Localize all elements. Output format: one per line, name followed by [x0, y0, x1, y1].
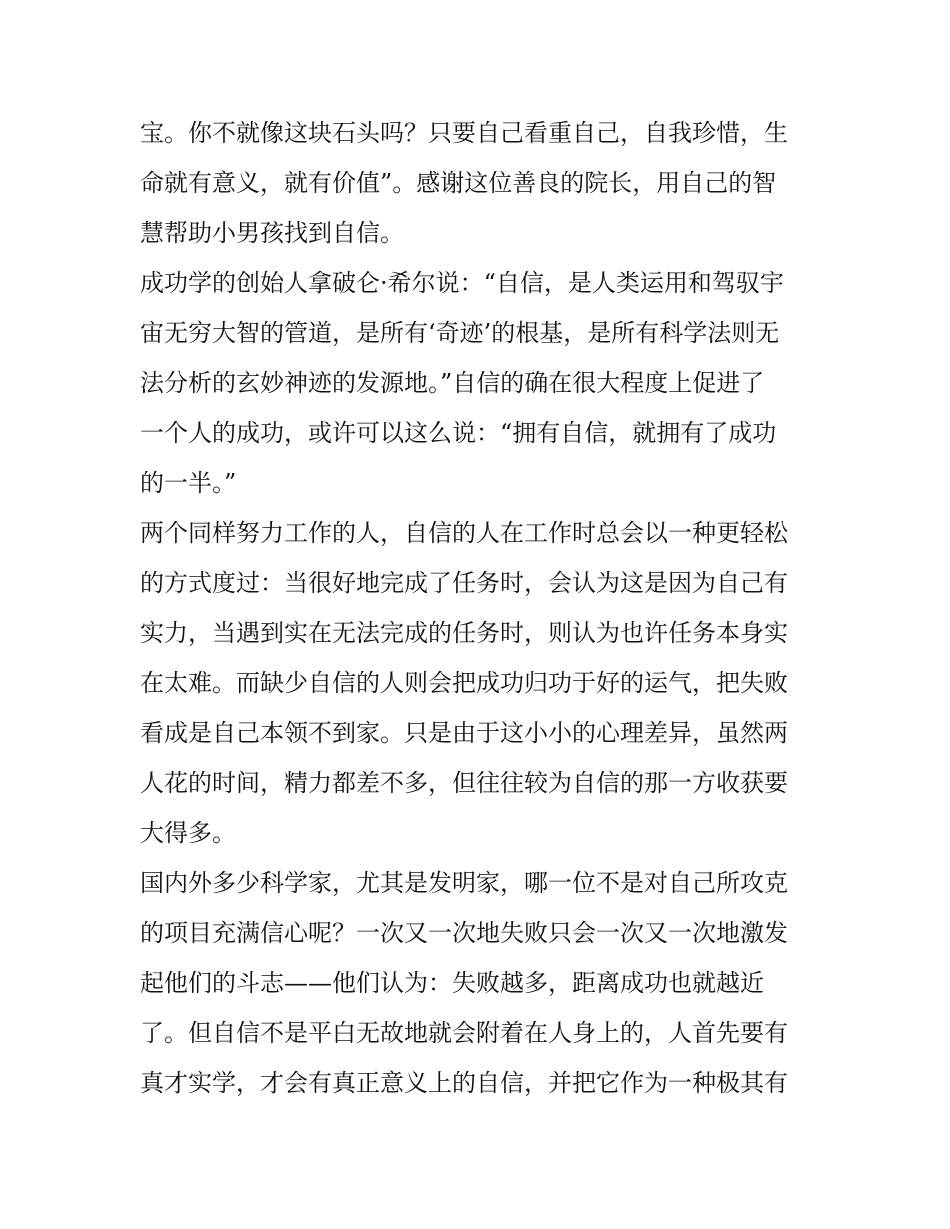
body-text [140, 108, 820, 1108]
text-line: 命就有意义，就有价值”。感谢这位善良的院长，用自己的智 [140, 169, 777, 197]
text-line: 宝。你不就像这块石头吗？只要自己看重自己，自我珍惜，生 [140, 119, 788, 147]
text-line: 慧帮助小男孩找到自信。 [140, 219, 404, 247]
text-line: 的一半。” [140, 469, 237, 497]
text-line: 真才实学，才会有真正意义上的自信，并把它作为一种极其有 [140, 1069, 788, 1097]
text-line: 起他们的斗志——他们认为：失败越多，距离成功也就越近 [140, 969, 764, 997]
text-line: 实力，当遇到实在无法完成的任务时，则认为也许任务本身实 [140, 619, 788, 647]
text-line: 的方式度过：当很好地完成了任务时，会认为这是因为自己有 [140, 569, 788, 597]
text-line: 法分析的玄妙神迹的发源地。”自信的确在很大程度上促进了 [140, 369, 765, 397]
text-line: 看成是自己本领不到家。只是由于这小小的心理差异，虽然两 [140, 719, 788, 747]
text-line: 国内外多少科学家，尤其是发明家，哪一位不是对自己所攻克 [140, 869, 788, 897]
text-line: 两个同样努力工作的人，自信的人在工作时总会以一种更轻松 [140, 519, 788, 547]
text-line: 在太难。而缺少自信的人则会把成功归功于好的运气，把失败 [140, 669, 788, 697]
text-line: 大得多。 [140, 819, 236, 847]
text-line: 宙无穷大智的管道，是所有‘奇迹’的根基，是所有科学法则无 [140, 319, 780, 347]
text-line: 了。但自信不是平白无故地就会附着在人身上的，人首先要有 [140, 1019, 788, 1047]
text-line: 的项目充满信心呢？一次又一次地失败只会一次又一次地激发 [140, 919, 788, 947]
text-line: 一个人的成功，或许可以这么说：“拥有自信，就拥有了成功 [140, 419, 777, 447]
text-line: 成功学的创始人拿破仑·希尔说：“自信，是人类运用和驾驭宇 [140, 269, 784, 297]
text-line: 人花的时间，精力都差不多，但往往较为自信的那一方收获要 [140, 769, 788, 797]
